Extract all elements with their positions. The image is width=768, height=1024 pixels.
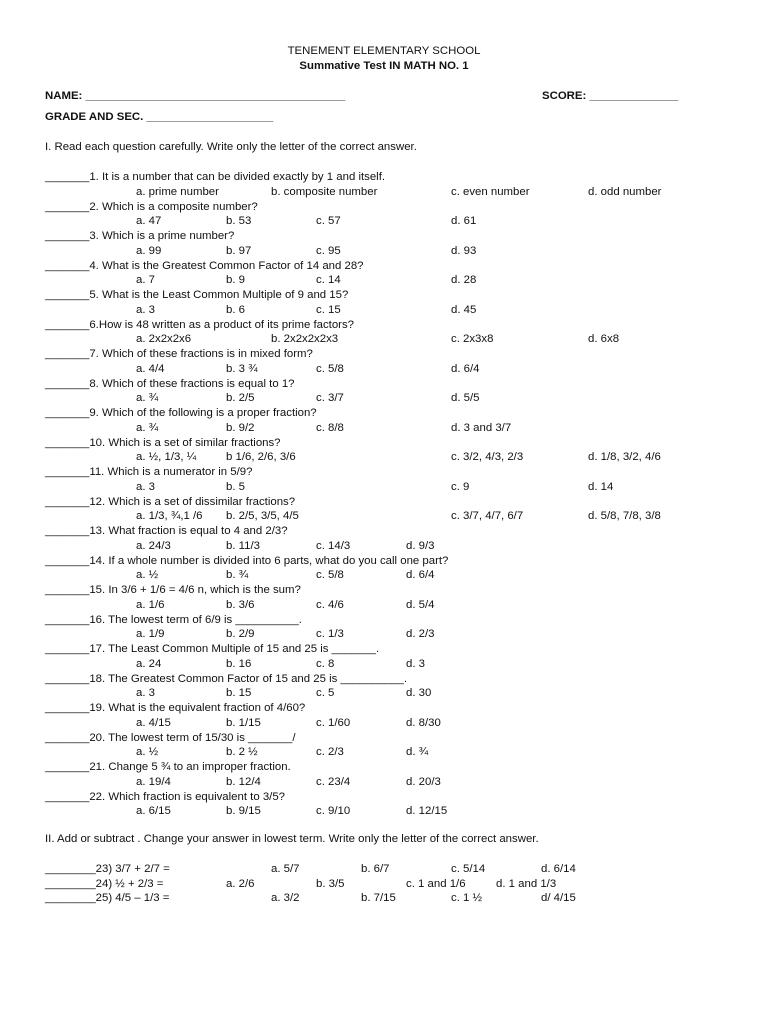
answer-choice: a. prime number	[136, 185, 219, 198]
choices-row	[0, 421, 768, 436]
choices-row	[0, 244, 768, 259]
question-row	[0, 877, 768, 892]
question-row	[0, 731, 768, 746]
answer-choice: c. 1/60	[316, 716, 351, 729]
choices-row	[0, 185, 768, 200]
answer-choice: a. 3	[136, 303, 155, 316]
question-text: _______20. The lowest term of 15/30 is _______/	[45, 731, 296, 744]
answer-choice: a. 47	[136, 215, 162, 228]
grade-field: GRADE AND SEC. ____________________	[45, 111, 274, 123]
answer-choice: a. 3/2	[271, 892, 300, 904]
answer-choice: b. 97	[226, 244, 252, 257]
question-row	[0, 642, 768, 657]
answer-choice: c. 23/4	[316, 775, 351, 788]
answer-choice: c. 5	[316, 687, 335, 700]
answer-choice: d. 5/8, 7/8, 3/8	[588, 510, 661, 523]
question-text: _______15. In 3/6 + 1/6 = 4/6 n, which is the sum?	[45, 584, 301, 596]
answer-choice: c. 3/7, 4/7, 6/7	[451, 510, 524, 523]
choices-row	[0, 686, 768, 701]
question-row	[0, 377, 768, 392]
question-text: _______10. Which is a set of similar fractions?	[45, 436, 281, 449]
answer-choice: d. 3 and 3/7	[451, 421, 512, 434]
answer-choice: d. 20/3	[406, 775, 441, 788]
answer-choice: b. 6	[226, 303, 245, 316]
answer-choice: d. 12/15	[406, 805, 448, 818]
answer-choice: c. 4/6	[316, 598, 344, 611]
choices-row	[0, 627, 768, 642]
question-text: _______6.How is 48 written as a product of its prime factors?	[45, 318, 354, 331]
answer-choice: d. 14	[588, 480, 614, 493]
question-text: _______17. The Least Common Multiple of 15 and 25 is _______.	[45, 643, 380, 655]
answer-choice: a. 1/3, ¾,1 /6	[136, 510, 203, 523]
answer-choice: a. ¾	[136, 392, 159, 405]
answer-choice: d. 9/3	[406, 539, 435, 552]
choices-row	[0, 775, 768, 790]
answer-choice: b. 5	[226, 480, 245, 493]
answer-choice: b. composite number	[271, 185, 378, 198]
answer-choice: c. 95	[316, 244, 341, 257]
choices-row	[0, 716, 768, 731]
question-text: _______21. Change 5 ¾ to an improper fraction.	[45, 761, 291, 773]
part2-instruction-row	[0, 832, 768, 847]
question-row	[0, 318, 768, 333]
answer-choice: b. 1/15	[226, 716, 261, 729]
answer-choice: a. 5/7	[271, 863, 300, 875]
answer-choice: b. 15	[226, 687, 252, 700]
answer-choice: a. 1/6	[136, 598, 165, 611]
choices-row	[0, 598, 768, 613]
answer-choice: b. 2/5, 3/5, 4/5	[226, 510, 299, 523]
answer-choice: a. 2x2x2x6	[136, 333, 192, 346]
answer-choice: c. 2x3x8	[451, 333, 494, 346]
answer-choice: d. 8/30	[406, 716, 441, 729]
name-score-row	[0, 89, 768, 104]
choices-row	[0, 480, 768, 495]
question-text: _______4. What is the Greatest Common Factor of 14 and 28?	[45, 259, 364, 272]
answer-choice: d. 6x8	[588, 333, 620, 346]
answer-choice: a. 3	[136, 480, 155, 493]
answer-choice: c. 8/8	[316, 421, 344, 434]
answer-choice: c. 15	[316, 303, 341, 316]
answer-choice: a. ½	[136, 569, 159, 582]
answer-choice: c. 5/8	[316, 362, 344, 375]
question-text: _______22. Which fraction is equivalent to 3/5?	[45, 790, 285, 803]
question-row	[0, 790, 768, 805]
answer-choice: d. 2/3	[406, 628, 435, 641]
answer-choice: d. ¾	[406, 746, 429, 759]
answer-choice: b. 2/5	[226, 392, 255, 405]
answer-choice: d. 1 and 1/3	[496, 877, 557, 890]
question-text: ________24) ½ + 2/3 =	[45, 877, 164, 890]
answer-choice: c. 5/8	[316, 569, 344, 582]
question-row	[0, 259, 768, 274]
choices-row	[0, 745, 768, 760]
question-row	[0, 862, 768, 877]
question-text: _______18. The Greatest Common Factor of 15 and 25 is __________.	[45, 672, 408, 685]
answer-choice: c. 1/3	[316, 628, 344, 641]
answer-choice: d. 30	[406, 687, 432, 700]
question-text: _______19. What is the equivalent fraction of 4/60?	[45, 702, 306, 714]
question-row	[0, 554, 768, 569]
score-field: SCORE: ______________	[542, 90, 679, 102]
answer-choice: d. odd number	[588, 185, 662, 198]
test-title-row	[0, 59, 768, 74]
choices-row	[0, 804, 768, 819]
question-row	[0, 891, 768, 906]
answer-choice: a. 4/15	[136, 716, 171, 729]
question-row	[0, 200, 768, 215]
part2-instruction: II. Add or subtract . Change your answer in lowest term. Write only the letter of the correct answer.	[45, 833, 539, 845]
answer-choice: b. 9	[226, 274, 245, 287]
question-row	[0, 613, 768, 628]
choices-row	[0, 332, 768, 347]
question-text: _______11. Which is a numerator in 5/9?	[45, 466, 253, 478]
question-text: ________25) 4/5 – 1/3 =	[45, 892, 170, 904]
school-name: TENEMENT ELEMENTARY SCHOOL	[287, 45, 481, 57]
question-row	[0, 672, 768, 687]
question-text: _______3. Which is a prime number?	[45, 230, 235, 242]
question-text: _______9. Which of the following is a proper fraction?	[45, 407, 317, 419]
answer-choice: c. 8	[316, 657, 335, 670]
answer-choice: b. 7/15	[361, 892, 396, 904]
answer-choice: b 1/6, 2/6, 3/6	[226, 451, 296, 464]
part1-instruction-row	[0, 140, 768, 155]
answer-choice: d. 5/5	[451, 392, 480, 405]
answer-choice: d. 93	[451, 244, 477, 257]
answer-choice: a. ½	[136, 746, 159, 759]
answer-choice: c. 57	[316, 215, 341, 228]
answer-choice: a. 6/15	[136, 805, 171, 818]
choices-row	[0, 273, 768, 288]
question-row	[0, 406, 768, 421]
name-field: NAME: _________________________________________	[45, 90, 346, 102]
choices-row	[0, 391, 768, 406]
answer-choice: d. 6/4	[451, 362, 480, 375]
answer-choice: a. ¾	[136, 421, 159, 434]
part1-instruction: I. Read each question carefully. Write only the letter of the correct answer.	[45, 141, 417, 153]
question-row	[0, 701, 768, 716]
answer-choice: d/ 4/15	[541, 892, 576, 904]
question-row	[0, 436, 768, 451]
question-text: _______7. Which of these fractions is in mixed form?	[45, 348, 313, 360]
answer-choice: a. 1/9	[136, 628, 165, 641]
choices-row	[0, 214, 768, 229]
answer-choice: c. 9	[451, 480, 470, 493]
answer-choice: a. 2/6	[226, 877, 255, 890]
answer-choice: a. 24	[136, 657, 162, 670]
choices-row	[0, 450, 768, 465]
question-text: _______8. Which of these fractions is equal to 1?	[45, 377, 295, 390]
answer-choice: b. 11/3	[226, 539, 260, 552]
question-row	[0, 495, 768, 510]
question-text: ________23) 3/7 + 2/7 =	[45, 863, 170, 875]
answer-choice: c. 14	[316, 274, 341, 287]
answer-choice: a. 3	[136, 687, 155, 700]
answer-choice: b. 2x2x2x2x3	[271, 333, 339, 346]
answer-choice: b. 3/6	[226, 598, 255, 611]
answer-choice: d. 45	[451, 303, 477, 316]
question-text: _______14. If a whole number is divided into 6 parts, what do you call one part?	[45, 554, 449, 567]
answer-choice: c. 14/3	[316, 539, 351, 552]
answer-choice: a. ½, 1/3, ¼	[136, 451, 197, 464]
answer-choice: b. 9/2	[226, 421, 255, 434]
grade-row	[0, 110, 768, 125]
question-row	[0, 347, 768, 362]
answer-choice: a. 19/4	[136, 775, 171, 788]
question-row	[0, 229, 768, 244]
answer-choice: d. 3	[406, 657, 425, 670]
question-row	[0, 583, 768, 598]
answer-choice: c. 2/3	[316, 746, 344, 759]
choices-row	[0, 509, 768, 524]
answer-choice: c. 5/14	[451, 863, 486, 875]
choices-row	[0, 657, 768, 672]
question-row	[0, 465, 768, 480]
question-row	[0, 170, 768, 185]
answer-choice: b. 3/5	[316, 877, 345, 890]
answer-choice: c. even number	[451, 185, 530, 198]
choices-row	[0, 539, 768, 554]
answer-choice: d. 5/4	[406, 598, 435, 611]
answer-choice: b. 6/7	[361, 863, 390, 875]
choices-row	[0, 568, 768, 583]
answer-choice: b. ¾	[226, 569, 249, 582]
choices-row	[0, 303, 768, 318]
answer-choice: c. 1 ½	[451, 892, 483, 904]
question-text: _______1. It is a number that can be divided exactly by 1 and itself.	[45, 171, 386, 183]
answer-choice: a. 24/3	[136, 539, 171, 552]
answer-choice: c. 3/7	[316, 392, 344, 405]
answer-choice: d. 28	[451, 274, 477, 287]
answer-choice: c. 3/2, 4/3, 2/3	[451, 451, 524, 464]
answer-choice: d. 6/4	[406, 569, 435, 582]
answer-choice: a. 7	[136, 274, 155, 287]
question-row	[0, 760, 768, 775]
answer-choice: b. 2/9	[226, 628, 255, 641]
answer-choice: b. 16	[226, 657, 252, 670]
answer-choice: c. 9/10	[316, 805, 351, 818]
answer-choice: b. 9/15	[226, 805, 261, 818]
question-text: _______13. What fraction is equal to 4 and 2/3?	[45, 525, 288, 537]
answer-choice: b. 53	[226, 215, 252, 228]
question-text: _______2. Which is a composite number?	[45, 200, 258, 213]
question-text: _______5. What is the Least Common Multiple of 9 and 15?	[45, 289, 349, 301]
answer-choice: d. 6/14	[541, 863, 576, 875]
answer-choice: a. 99	[136, 244, 162, 257]
answer-choice: b. 12/4	[226, 775, 261, 788]
question-row	[0, 288, 768, 303]
answer-choice: d. 61	[451, 215, 477, 228]
answer-choice: d. 1/8, 3/2, 4/6	[588, 451, 661, 464]
question-text: _______12. Which is a set of dissimilar fractions?	[45, 495, 296, 508]
answer-choice: b. 3 ¾	[226, 362, 258, 375]
choices-row	[0, 362, 768, 377]
answer-choice: a. 4/4	[136, 362, 165, 375]
question-text: _______16. The lowest term of 6/9 is __________.	[45, 613, 302, 626]
answer-choice: b. 2 ½	[226, 746, 258, 759]
answer-choice: c. 1 and 1/6	[406, 877, 466, 890]
question-row	[0, 524, 768, 539]
test-title: Summative Test IN MATH NO. 1	[299, 60, 469, 72]
school-name-row	[0, 44, 768, 59]
